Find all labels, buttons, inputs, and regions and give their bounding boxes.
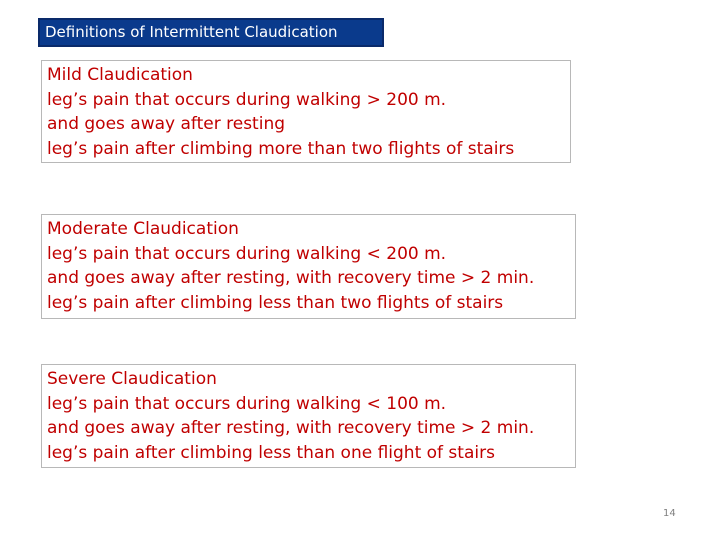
definition-heading: Mild Claudication	[47, 65, 193, 85]
definition-line: leg’s pain after climbing less than one flight of stairs	[47, 442, 495, 463]
definition-line: and goes away after resting, with recovery time > 2 min.	[47, 418, 535, 438]
definition-line: and goes away after resting, with recovery time > 2 min.	[47, 268, 535, 288]
definition-line: leg’s pain that occurs during walking > 200 m.	[47, 89, 447, 110]
definition-box-severe	[41, 364, 576, 468]
definition-line: leg’s pain after climbing more than two flights of stairs	[47, 138, 515, 159]
definition-heading: Severe Claudication	[47, 369, 217, 389]
page-number: 14	[663, 508, 676, 519]
definition-line: leg’s pain that occurs during walking < 100 m.	[47, 393, 447, 414]
definition-line: leg’s pain that occurs during walking < 200 m.	[47, 243, 447, 264]
definition-box-moderate	[41, 214, 576, 319]
definition-line: and goes away after resting	[47, 114, 286, 134]
definition-line: leg’s pain after climbing less than two flights of stairs	[47, 292, 504, 313]
page-title: Definitions of Intermittent Claudication	[38, 18, 384, 47]
definition-box-mild	[41, 60, 571, 163]
definition-heading: Moderate Claudication	[47, 219, 239, 239]
